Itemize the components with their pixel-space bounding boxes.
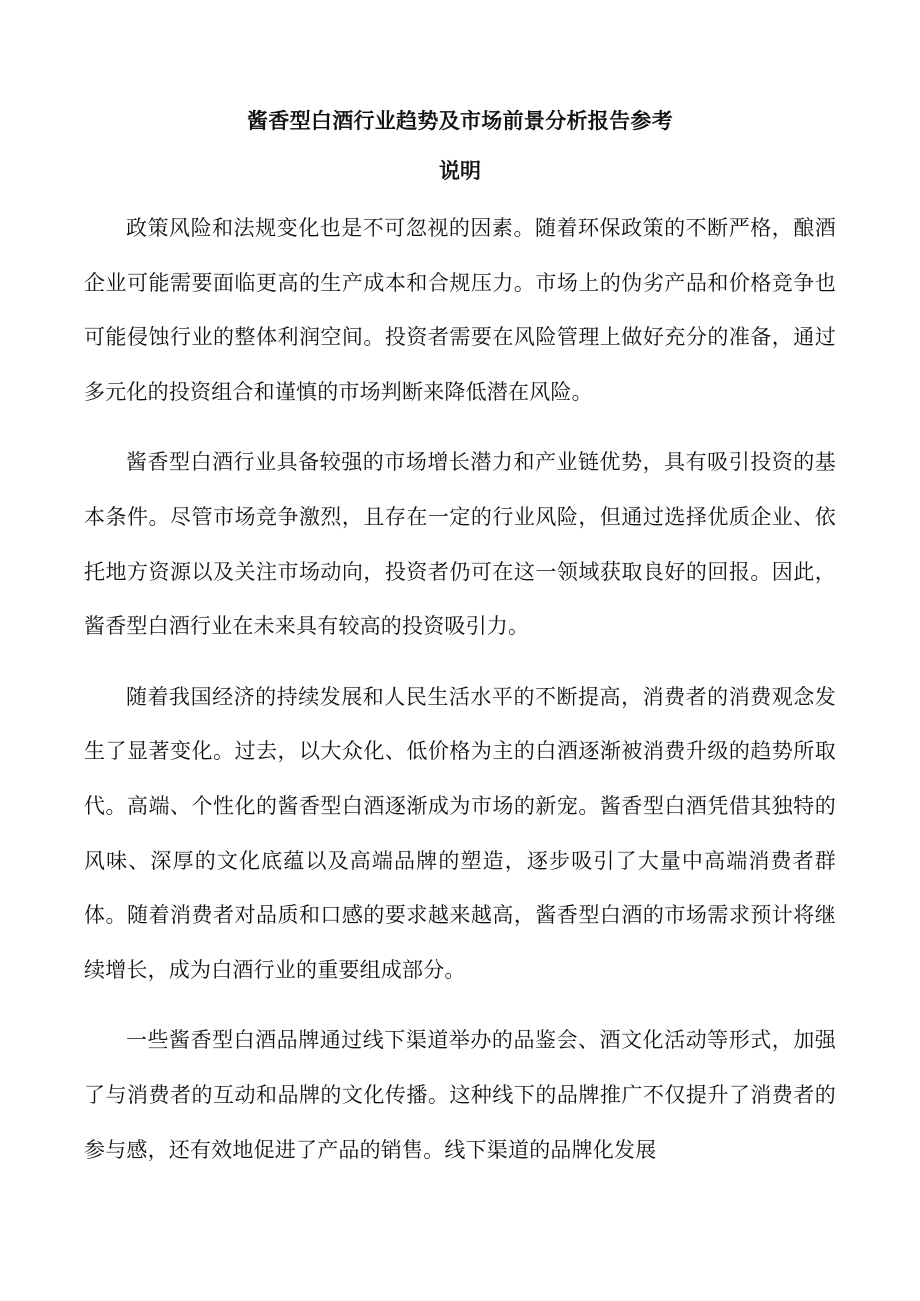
paragraph-4: 一些酱香型白酒品牌通过线下渠道举办的品鉴会、酒文化活动等形式，加强了与消费者的互动和品牌的文化传播。这种线下的品牌推广不仅提升了消费者的参与感，还有效地促进了产品的销售。线下渠道的品牌化发展 [84,1028,836,1162]
document-body [84,201,836,1193]
paragraph-3: 随着我国经济的持续发展和人民生活水平的不断提高，消费者的消费观念发生了显著变化。过去，以大众化、低价格为主的白酒逐渐被消费升级的趋势所取代。高端、个性化的酱香型白酒逐渐成为市场的新宠。酱香型白酒凭借其独特的风味、深厚的文化底蕴以及高端品牌的塑造，逐步吸引了大量中高端消费者群体。随着消费者对品质和口感的要求越来越高，酱香型白酒的市场需求预计将继续增长，成为白酒行业的重要组成部分。 [84,684,836,982]
paragraph-1: 政策风险和法规变化也是不可忽视的因素。随着环保政策的不断严格，酿酒企业可能需要面临更高的生产成本和合规压力。市场上的伪劣产品和价格竞争也可能侵蚀行业的整体利润空间。投资者需要在风险管理上做好充分的准备，通过多元化的投资组合和谨慎的市场判断来降低潜在风险。 [84,216,836,404]
document-subtitle: 说明 [439,159,481,183]
paragraph-2: 酱香型白酒行业具备较强的市场增长潜力和产业链优势，具有吸引投资的基本条件。尽管市场竞争激烈，且存在一定的行业风险，但通过选择优质企业、依托地方资源以及关注市场动向，投资者仍可在这一领域获取良好的回报。因此，酱香型白酒行业在未来具有较高的投资吸引力。 [84,450,836,639]
document-title: 酱香型白酒行业趋势及市场前景分析报告参考 [247,109,673,133]
